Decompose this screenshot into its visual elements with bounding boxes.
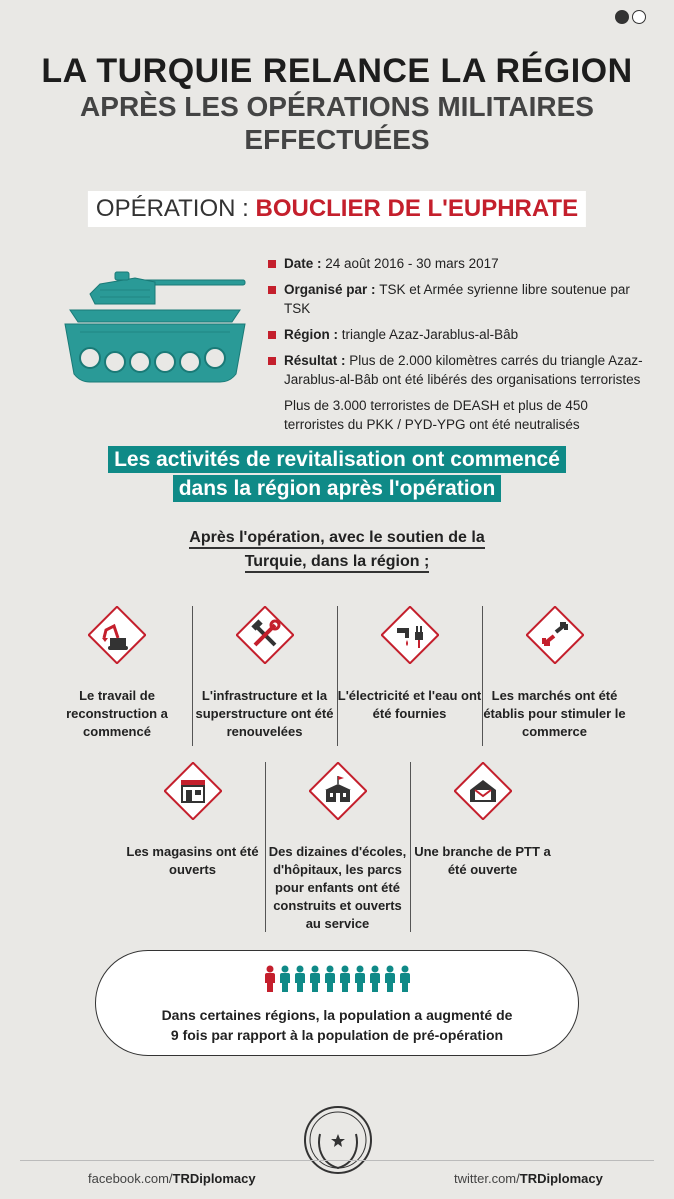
- banner-line-1: Les activités de revitalisation ont commencé: [108, 446, 566, 473]
- pager-dot-active[interactable]: [615, 10, 629, 24]
- facebook-name: TRDiplomacy: [172, 1171, 256, 1186]
- facebook-link[interactable]: [88, 1171, 256, 1186]
- post-office-icon: [454, 762, 512, 820]
- banner-line-2: dans la région après l'opération: [173, 475, 502, 502]
- operation-label: OPÉRATION :: [95, 195, 256, 222]
- person-icon: [279, 965, 291, 993]
- person-icon: [309, 965, 321, 993]
- person-icon: [369, 965, 381, 993]
- activity-label: Le travail de reconstruction a commencé: [66, 688, 168, 739]
- person-icon: [354, 965, 366, 993]
- operation-name: BOUCLIER DE L'EUPHRATE: [255, 195, 579, 222]
- tap-plug-icon: [381, 606, 439, 664]
- fact-organizer: [268, 280, 648, 318]
- page-subtitle: APRÈS LES OPÉRATIONS MILITAIRES EFFECTUÉES: [80, 91, 594, 155]
- fact-result: [268, 351, 648, 389]
- bullet-square: [268, 286, 276, 294]
- activity-schools: [265, 762, 410, 933]
- twitter-name: TRDiplomacy: [519, 1171, 603, 1186]
- tools-icon: [236, 606, 294, 664]
- activity-markets: [482, 606, 627, 741]
- after-operation-heading: [0, 526, 674, 574]
- population-line-2: 9 fois par rapport à la population de pré-opération: [170, 1027, 504, 1043]
- operation-box: [88, 191, 586, 227]
- person-icon: [384, 965, 396, 993]
- fact-region: [268, 325, 648, 344]
- pager-dots[interactable]: [615, 10, 646, 24]
- person-icon-highlighted: [264, 965, 276, 993]
- footer-divider: [20, 1160, 654, 1161]
- activity-infrastructure: [192, 606, 337, 741]
- activity-label: L'électricité et l'eau ont été fournies: [337, 688, 482, 721]
- bullet-square: [268, 331, 276, 339]
- activity-label: Des dizaines d'écoles, d'hôpitaux, les parcs pour enfants ont été construits et ouverts au service: [268, 844, 407, 931]
- trdiplomacy-seal-logo: [302, 1102, 374, 1182]
- bullet-square: [268, 357, 276, 365]
- activity-label: Une branche de PTT a été ouverte: [414, 844, 551, 877]
- fact-text: Région : triangle Azaz-Jarablus-al-Bâb: [284, 327, 519, 342]
- people-row: [96, 965, 578, 993]
- fact-text: Résultat : Plus de 2.000 kilomètres carrés du triangle Azaz-Jarablus-al-Bâb ont été libérés des organisations terroristes: [284, 353, 643, 387]
- page-title: LA TURQUIE RELANCE LA RÉGION: [41, 52, 633, 90]
- activity-post-office: [410, 762, 555, 879]
- after-line-1: Après l'opération, avec le soutien de la: [189, 529, 484, 549]
- school-icon: [309, 762, 367, 820]
- activity-reconstruction: [42, 606, 192, 741]
- person-icon: [399, 965, 411, 993]
- activity-label: Les marchés ont été établis pour stimuler le commerce: [483, 688, 626, 739]
- revitalisation-banner: [0, 446, 674, 502]
- operation-facts: [268, 254, 648, 434]
- fact-result-extra: Plus de 3.000 terroristes de DEASH et plus de 450 terroristes du PKK / PYD-YPG ont été neutralisés: [284, 398, 588, 432]
- after-line-2: Turquie, dans la région ;: [245, 553, 430, 573]
- person-icon: [294, 965, 306, 993]
- population-text: [96, 1005, 578, 1045]
- activity-electricity-water: [337, 606, 482, 723]
- person-icon: [324, 965, 336, 993]
- shop-icon: [164, 762, 222, 820]
- pager-dot-inactive[interactable]: [632, 10, 646, 24]
- person-icon: [339, 965, 351, 993]
- twitter-link[interactable]: [454, 1171, 603, 1186]
- facebook-prefix: facebook.com/: [88, 1171, 173, 1186]
- fact-text: Organisé par : TSK et Armée syrienne libre soutenue par TSK: [284, 282, 630, 316]
- activity-label: Les magasins ont été ouverts: [126, 844, 259, 877]
- population-box: [95, 950, 579, 1056]
- bullet-square: [268, 260, 276, 268]
- excavator-icon: [88, 606, 146, 664]
- trade-arrows-icon: [526, 606, 584, 664]
- fact-text: Date : 24 août 2016 - 30 mars 2017: [284, 256, 499, 271]
- twitter-prefix: twitter.com/: [454, 1171, 520, 1186]
- activity-label: L'infrastructure et la superstructure ont été renouvelées: [195, 688, 334, 739]
- activity-shops: [120, 762, 265, 879]
- population-line-1: Dans certaines régions, la population a augmenté de: [161, 1007, 513, 1023]
- tank-icon: [60, 270, 250, 390]
- fact-date: [268, 254, 648, 273]
